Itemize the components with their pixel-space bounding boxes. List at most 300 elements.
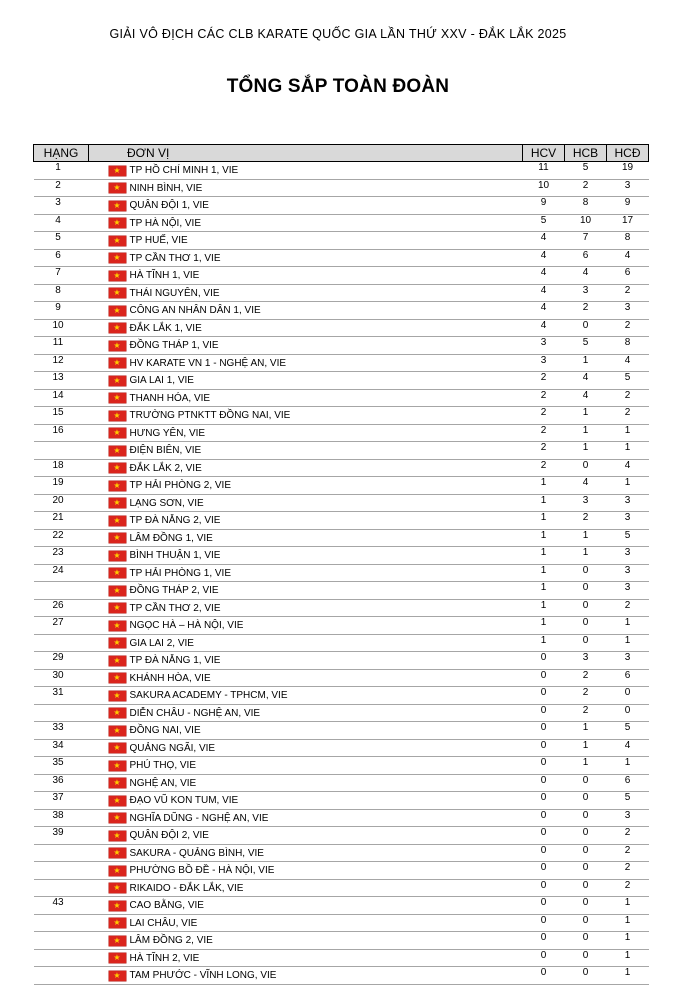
page-title: TỔNG SẮP TOÀN ĐOÀN [226, 76, 450, 97]
silver-cell [565, 634, 607, 652]
silver-cell [565, 197, 607, 215]
bronze-count: 1 [624, 634, 631, 646]
table-row [34, 564, 649, 582]
silver-cell [565, 267, 607, 285]
vietnam-flag-icon [109, 708, 126, 718]
rank-cell [34, 879, 89, 897]
vietnam-flag-icon [109, 743, 126, 753]
vietnam-flag-icon [109, 166, 126, 176]
bronze-count: 3 [624, 809, 631, 821]
unit-cell [89, 599, 523, 617]
unit-name: TP HÀ NỘI, VIE [129, 217, 201, 229]
unit-cell [89, 512, 523, 530]
unit-name: HÀ TĨNH 1, VIE [129, 270, 200, 281]
vietnam-flag-icon [109, 516, 126, 526]
gold-count: 5 [540, 214, 547, 226]
vietnam-flag-icon [109, 901, 126, 911]
rank-cell [34, 477, 89, 495]
bronze-cell [607, 389, 649, 407]
rank-value: 31 [52, 687, 64, 698]
silver-count: 1 [582, 757, 589, 768]
silver-count: 4 [582, 267, 589, 278]
silver-cell [565, 214, 607, 232]
bronze-cell [607, 582, 649, 600]
table-row [34, 704, 649, 722]
silver-cell [565, 687, 607, 705]
rank-cell [34, 827, 89, 845]
rank-cell [34, 914, 89, 932]
unit-cell [89, 739, 523, 757]
unit-name: TP ĐÀ NẴNG 2, VIE [129, 515, 221, 526]
bronze-count: 5 [624, 792, 631, 803]
rank-value: 2 [55, 179, 61, 191]
silver-cell [565, 897, 607, 915]
bronze-count: 3 [624, 652, 631, 663]
rank-value: 26 [52, 599, 64, 611]
gold-count: 0 [540, 739, 547, 751]
bronze-count: 1 [624, 932, 631, 943]
unit-cell [89, 372, 523, 390]
silver-cell [565, 652, 607, 670]
table-row [34, 354, 649, 372]
gold-count: 4 [540, 267, 547, 278]
unit-cell [89, 267, 523, 285]
rank-value: 38 [52, 809, 64, 821]
bronze-cell [607, 687, 649, 705]
rank-value: 6 [55, 249, 61, 261]
rank-cell [34, 302, 89, 320]
silver-count: 1 [582, 547, 589, 558]
silver-count: 0 [582, 914, 589, 926]
table-row [34, 914, 649, 932]
unit-name: KHÁNH HÒA, VIE [129, 672, 211, 684]
rank-cell [34, 284, 89, 302]
rank-value: 12 [52, 354, 64, 366]
vietnam-flag-icon [109, 656, 126, 666]
gold-count: 4 [540, 284, 547, 296]
vietnam-flag-icon [109, 498, 126, 508]
unit-cell [89, 949, 523, 967]
table-body [34, 162, 649, 985]
gold-cell [523, 617, 565, 635]
silver-count: 0 [582, 774, 589, 786]
rank-cell [34, 844, 89, 862]
gold-count: 3 [540, 354, 547, 366]
table-row [34, 809, 649, 827]
column-header-gold: HCV [523, 145, 565, 162]
gold-cell [523, 704, 565, 722]
gold-count: 0 [540, 914, 547, 926]
unit-cell [89, 809, 523, 827]
unit-name: CÔNG AN NHÂN DÂN 1, VIE [129, 305, 261, 316]
vietnam-flag-icon [109, 323, 126, 333]
vietnam-flag-icon [109, 796, 126, 806]
table-row [34, 214, 649, 232]
vietnam-flag-icon [109, 848, 126, 858]
bronze-count: 2 [624, 827, 631, 838]
vietnam-flag-icon [109, 778, 126, 788]
silver-cell [565, 354, 607, 372]
silver-count: 1 [582, 739, 589, 751]
unit-cell [89, 967, 523, 985]
gold-cell [523, 494, 565, 512]
bronze-count: 1 [624, 757, 631, 768]
bronze-cell [607, 477, 649, 495]
rank-cell [34, 424, 89, 442]
table-row [34, 372, 649, 390]
bronze-count: 2 [624, 389, 631, 401]
bronze-cell [607, 669, 649, 687]
table-row [34, 249, 649, 267]
gold-cell [523, 337, 565, 355]
unit-name: HV KARATE VN 1 - NGHỆ AN, VIE [129, 357, 287, 369]
bronze-cell [607, 267, 649, 285]
rank-value: 7 [55, 267, 61, 278]
vietnam-flag-icon [109, 411, 126, 421]
unit-name: TP HỒ CHÍ MINH 1, VIE [129, 165, 239, 176]
table-header-row [34, 145, 649, 162]
gold-cell [523, 407, 565, 425]
rank-cell [34, 949, 89, 967]
unit-name: QUẢNG NGÃI, VIE [129, 742, 216, 754]
vietnam-flag-icon [109, 603, 126, 613]
rank-cell [34, 634, 89, 652]
table-row [34, 827, 649, 845]
silver-count: 0 [582, 932, 589, 943]
bronze-cell [607, 512, 649, 530]
unit-name: PHÚ THỌ, VIE [129, 760, 196, 771]
vietnam-flag-icon [109, 358, 126, 368]
unit-cell [89, 827, 523, 845]
unit-cell [89, 914, 523, 932]
silver-cell [565, 424, 607, 442]
gold-cell [523, 774, 565, 792]
silver-count: 2 [582, 179, 589, 191]
rank-value: 13 [52, 372, 64, 383]
unit-cell [89, 477, 523, 495]
gold-cell [523, 669, 565, 687]
gold-cell [523, 459, 565, 477]
table-row [34, 284, 649, 302]
gold-cell [523, 512, 565, 530]
bronze-count: 3 [624, 512, 631, 523]
table-row [34, 652, 649, 670]
bronze-count: 3 [624, 564, 631, 576]
vietnam-flag-icon [109, 831, 126, 841]
bronze-count: 4 [624, 354, 631, 366]
bronze-cell [607, 459, 649, 477]
bronze-cell [607, 704, 649, 722]
silver-cell [565, 827, 607, 845]
rank-cell [34, 214, 89, 232]
bronze-cell [607, 232, 649, 250]
gold-count: 1 [540, 582, 547, 593]
silver-cell [565, 249, 607, 267]
gold-count: 3 [540, 337, 547, 348]
gold-count: 0 [540, 932, 547, 943]
silver-cell [565, 372, 607, 390]
bronze-cell [607, 564, 649, 582]
vietnam-flag-icon [109, 918, 126, 928]
bronze-cell [607, 914, 649, 932]
bronze-cell [607, 827, 649, 845]
table-row [34, 739, 649, 757]
table-row [34, 599, 649, 617]
silver-cell [565, 232, 607, 250]
gold-count: 1 [540, 617, 547, 628]
vietnam-flag-icon [109, 393, 126, 403]
silver-count: 0 [582, 967, 589, 978]
vietnam-flag-icon [109, 761, 126, 771]
unit-name: HÀ TĨNH 2, VIE [129, 952, 200, 964]
silver-count: 1 [582, 354, 589, 366]
unit-name: CAO BẰNG, VIE [129, 900, 204, 911]
vietnam-flag-icon [109, 183, 126, 193]
bronze-count: 1 [624, 424, 631, 436]
silver-count: 0 [582, 949, 589, 961]
silver-cell [565, 704, 607, 722]
unit-name: HƯNG YÊN, VIE [129, 427, 206, 439]
unit-cell [89, 249, 523, 267]
table-row [34, 529, 649, 547]
bronze-count: 17 [621, 214, 634, 226]
rank-cell [34, 512, 89, 530]
gold-cell [523, 284, 565, 302]
silver-count: 0 [582, 564, 589, 576]
silver-count: 0 [582, 879, 589, 891]
gold-cell [523, 197, 565, 215]
vietnam-flag-icon [109, 376, 126, 386]
gold-cell [523, 897, 565, 915]
silver-cell [565, 582, 607, 600]
gold-cell [523, 477, 565, 495]
silver-cell [565, 862, 607, 880]
gold-count: 1 [540, 564, 547, 576]
bronze-cell [607, 809, 649, 827]
unit-name: NINH BÌNH, VIE [129, 182, 203, 194]
silver-cell [565, 669, 607, 687]
gold-cell [523, 214, 565, 232]
unit-cell [89, 547, 523, 565]
silver-count: 8 [582, 197, 589, 208]
unit-cell [89, 319, 523, 337]
table-row [34, 267, 649, 285]
gold-count: 0 [540, 897, 547, 908]
unit-cell [89, 232, 523, 250]
rank-cell [34, 179, 89, 197]
silver-cell [565, 932, 607, 950]
table-row [34, 879, 649, 897]
unit-cell [89, 862, 523, 880]
gold-count: 0 [540, 949, 547, 961]
table-row [34, 617, 649, 635]
gold-cell [523, 179, 565, 197]
silver-count: 5 [582, 162, 589, 173]
gold-cell [523, 792, 565, 810]
bronze-count: 4 [624, 739, 631, 751]
bronze-count: 8 [624, 232, 631, 243]
gold-count: 1 [540, 529, 547, 541]
unit-name: TP CẦN THƠ 1, VIE [129, 252, 221, 264]
table-row [34, 162, 649, 180]
rank-value: 35 [52, 757, 64, 768]
unit-name: THANH HÓA, VIE [129, 392, 211, 404]
bronze-cell [607, 494, 649, 512]
rank-value: 36 [52, 774, 64, 786]
silver-cell [565, 879, 607, 897]
bronze-cell [607, 949, 649, 967]
gold-count: 1 [540, 512, 547, 523]
silver-cell [565, 319, 607, 337]
unit-cell [89, 494, 523, 512]
bronze-cell [607, 599, 649, 617]
bronze-count: 3 [624, 302, 631, 313]
rank-cell [34, 757, 89, 775]
table-row [34, 949, 649, 967]
table-row [34, 774, 649, 792]
vietnam-flag-icon [109, 621, 126, 631]
gold-count: 0 [540, 827, 547, 838]
bronze-count: 5 [624, 529, 631, 541]
gold-cell [523, 582, 565, 600]
bronze-cell [607, 757, 649, 775]
unit-name: TP CẦN THƠ 2, VIE [129, 602, 221, 614]
unit-name: LAI CHÂU, VIE [129, 917, 198, 929]
vietnam-flag-icon [109, 236, 126, 246]
silver-cell [565, 337, 607, 355]
unit-name: DIỄN CHÂU - NGHỆ AN, VIE [129, 707, 261, 719]
unit-cell [89, 302, 523, 320]
bronze-count: 6 [624, 774, 631, 786]
gold-count: 4 [540, 232, 547, 243]
silver-count: 4 [582, 477, 589, 488]
rank-value: 4 [55, 214, 61, 226]
silver-cell [565, 389, 607, 407]
rank-value: 11 [52, 337, 64, 348]
rank-value: 1 [55, 162, 61, 173]
rank-cell [34, 669, 89, 687]
table-row [34, 792, 649, 810]
silver-cell [565, 407, 607, 425]
silver-cell [565, 529, 607, 547]
rank-cell [34, 197, 89, 215]
unit-cell [89, 634, 523, 652]
gold-cell [523, 967, 565, 985]
bronze-cell [607, 897, 649, 915]
unit-cell [89, 197, 523, 215]
rank-cell [34, 529, 89, 547]
rank-value: 5 [55, 232, 61, 243]
bronze-count: 1 [624, 477, 631, 488]
vietnam-flag-icon [109, 218, 126, 228]
vietnam-flag-icon [109, 201, 126, 211]
gold-cell [523, 652, 565, 670]
silver-cell [565, 949, 607, 967]
gold-count: 9 [540, 197, 547, 208]
bronze-count: 4 [624, 459, 631, 471]
bronze-count: 1 [624, 617, 631, 628]
gold-cell [523, 932, 565, 950]
unit-name: SAKURA ACADEMY - TPHCM, VIE [129, 690, 288, 701]
rank-value: 18 [52, 459, 64, 471]
bronze-cell [607, 652, 649, 670]
silver-cell [565, 477, 607, 495]
gold-cell [523, 547, 565, 565]
bronze-cell [607, 179, 649, 197]
table-row [34, 302, 649, 320]
bronze-count: 8 [624, 337, 631, 348]
rank-value: 37 [52, 792, 64, 803]
vietnam-flag-icon [109, 638, 126, 648]
gold-cell [523, 529, 565, 547]
unit-name: TP HẢI PHÒNG 2, VIE [129, 480, 232, 491]
rank-cell [34, 319, 89, 337]
bronze-count: 2 [624, 844, 631, 856]
silver-count: 2 [582, 669, 589, 681]
rank-cell [34, 722, 89, 740]
bronze-cell [607, 407, 649, 425]
gold-count: 2 [540, 424, 547, 436]
silver-cell [565, 512, 607, 530]
bronze-count: 9 [624, 197, 631, 208]
table-row [34, 442, 649, 460]
bronze-cell [607, 214, 649, 232]
silver-count: 2 [582, 687, 589, 698]
unit-cell [89, 284, 523, 302]
bronze-count: 19 [621, 162, 634, 173]
silver-count: 3 [582, 652, 589, 663]
vietnam-flag-icon [109, 953, 126, 963]
rank-cell [34, 652, 89, 670]
rank-cell [34, 494, 89, 512]
gold-count: 0 [540, 757, 547, 768]
rank-value: 30 [52, 669, 64, 681]
silver-cell [565, 722, 607, 740]
silver-cell [565, 757, 607, 775]
rank-cell [34, 582, 89, 600]
silver-count: 1 [582, 407, 589, 418]
unit-cell [89, 337, 523, 355]
unit-name: QUÂN ĐỘI 2, VIE [129, 830, 209, 841]
gold-cell [523, 302, 565, 320]
bronze-cell [607, 302, 649, 320]
rank-cell [34, 162, 89, 180]
vietnam-flag-icon [109, 866, 126, 876]
silver-count: 0 [582, 599, 589, 611]
gold-count: 0 [540, 722, 547, 733]
bronze-count: 2 [624, 284, 631, 296]
unit-cell [89, 214, 523, 232]
table-row [34, 547, 649, 565]
bronze-count: 0 [624, 687, 631, 698]
bronze-count: 1 [624, 897, 631, 908]
gold-count: 0 [540, 704, 547, 716]
rank-cell [34, 372, 89, 390]
unit-cell [89, 162, 523, 180]
unit-cell [89, 459, 523, 477]
silver-cell [565, 914, 607, 932]
gold-count: 4 [540, 302, 547, 313]
silver-count: 1 [582, 722, 589, 733]
silver-count: 0 [582, 827, 589, 838]
vietnam-flag-icon [109, 253, 126, 263]
rank-value: 27 [52, 617, 64, 628]
unit-name: BÌNH THUẬN 1, VIE [129, 550, 221, 561]
silver-count: 0 [582, 634, 589, 646]
rank-cell [34, 792, 89, 810]
gold-cell [523, 844, 565, 862]
gold-cell [523, 599, 565, 617]
